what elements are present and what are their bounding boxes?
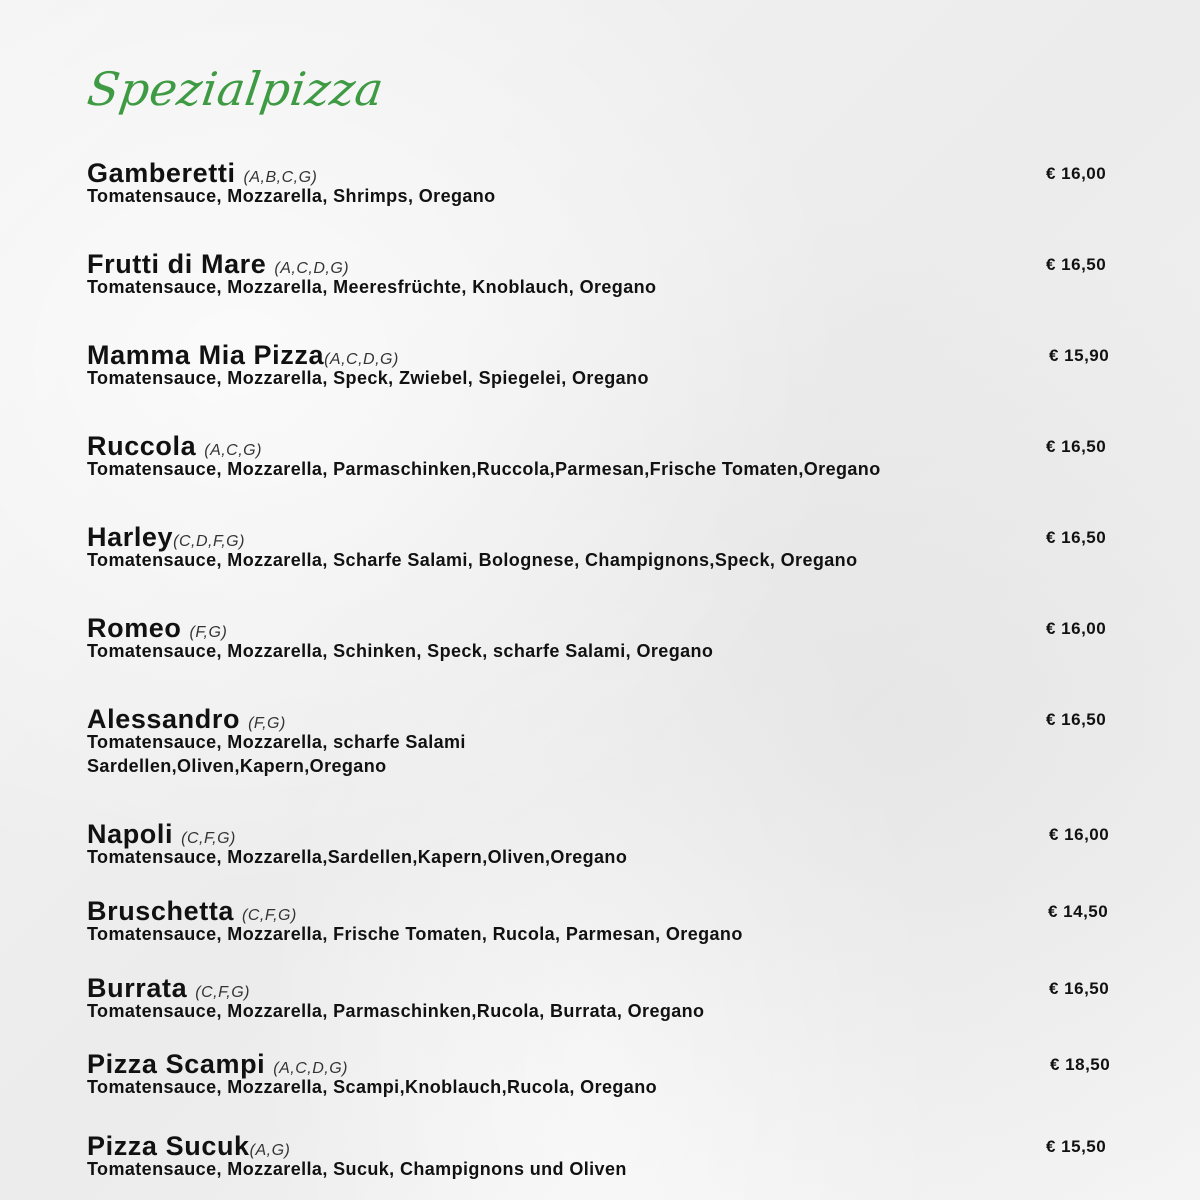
menu-item-allergens: (A,C,D,G) (274, 260, 350, 277)
menu-item-name: Napoli (87, 819, 174, 849)
menu-item-price: € 16,00 (1046, 164, 1107, 183)
menu-item-description: Tomatensauce, Mozzarella, scharfe Salami (87, 732, 466, 752)
menu-item-name: Burrata (87, 973, 188, 1003)
menu-item-pizza-sucuk (87, 1131, 1127, 1181)
menu-item-header (87, 896, 1127, 926)
menu-item-allergens: (A,B,C,G) (243, 169, 318, 186)
menu-item-header (87, 613, 1127, 643)
menu-item-gamberetti (87, 158, 1127, 208)
menu-item-allergens: (A,C,D,G) (273, 1060, 348, 1077)
menu-item-header (87, 158, 1127, 188)
menu-item-allergens: (C,F,G) (195, 984, 250, 1001)
menu-item-pizza-scampi (87, 1049, 1127, 1099)
menu-item-napoli (87, 819, 1127, 869)
menu-item-price: € 16,50 (1046, 437, 1107, 456)
menu-item-header (87, 340, 1127, 370)
menu-item-description: Tomatensauce, Mozzarella, Speck, Zwiebel, Spiegelei, Oregano (87, 368, 649, 388)
menu-item-price: € 16,00 (1046, 619, 1107, 638)
menu-item-burrata (87, 973, 1127, 1023)
menu-item-description: Tomatensauce, Mozzarella, Sucuk, Champignons und Oliven (87, 1159, 627, 1179)
menu-item-description: Tomatensauce, Mozzarella, Meeresfrüchte, Knoblauch, Oregano (87, 277, 657, 297)
menu-item-price: € 16,50 (1046, 710, 1107, 729)
menu-item-header (87, 819, 1127, 849)
menu-item-romeo (87, 613, 1127, 663)
menu-item-name: Romeo (87, 613, 182, 643)
menu-item-name: Ruccola (87, 431, 197, 461)
menu-item-name: Gamberetti (87, 158, 236, 188)
menu-item-bruschetta (87, 896, 1127, 946)
menu-item-name: Pizza Sucuk (87, 1131, 250, 1161)
menu-item-header (87, 431, 1127, 461)
menu-item-name: Pizza Scampi (87, 1049, 266, 1079)
menu-item-price: € 18,50 (1050, 1055, 1111, 1074)
menu-item-description: Tomatensauce, Mozzarella, Parmaschinken,Ruccola,Parmesan,Frische Tomaten,Oregano (87, 459, 881, 479)
menu-item-alessandro (87, 704, 1127, 778)
menu-item-price: € 15,90 (1049, 346, 1110, 365)
menu-item-ruccola (87, 431, 1127, 481)
menu-item-frutti-di-mare (87, 249, 1127, 299)
menu-item-description: Tomatensauce, Mozzarella, Scharfe Salami, Bolognese, Champignons,Speck, Oregano (87, 550, 858, 570)
menu-item-price: € 16,00 (1049, 825, 1110, 844)
menu-item-allergens: (C,D,F,G) (173, 533, 245, 550)
menu-item-harley (87, 522, 1127, 572)
menu-item-allergens: (C,F,G) (242, 907, 297, 924)
menu-item-description: Tomatensauce, Mozzarella, Frische Tomaten, Rucola, Parmesan, Oregano (87, 924, 743, 944)
menu-item-description: Tomatensauce, Mozzarella,Sardellen,Kapern,Oliven,Oregano (87, 847, 628, 867)
menu-item-description: Tomatensauce, Mozzarella, Scampi,Knoblauch,Rucola, Oregano (87, 1077, 657, 1097)
menu-item-header (87, 1131, 1127, 1161)
menu-item-price: € 16,50 (1049, 979, 1110, 998)
menu-item-description: Tomatensauce, Mozzarella, Parmaschinken,Rucola, Burrata, Oregano (87, 1001, 705, 1021)
page-title: Spezialpizza (84, 62, 388, 116)
menu-item-name: Bruschetta (87, 896, 235, 926)
menu-item-allergens: (A,C,D,G) (324, 351, 399, 368)
menu-item-mamma-mia-pizza (87, 340, 1127, 390)
menu-item-header (87, 973, 1127, 1003)
menu-item-header (87, 249, 1127, 279)
menu-item-allergens: (C,F,G) (181, 830, 236, 847)
menu-item-price: € 16,50 (1046, 528, 1107, 547)
menu-item-price: € 14,50 (1048, 902, 1109, 921)
menu-item-description-line-2: Sardellen,Oliven,Kapern,Oregano (87, 756, 387, 776)
menu-item-header (87, 704, 1127, 734)
menu-item-header (87, 522, 1127, 552)
menu-item-name: Harley (87, 522, 174, 552)
menu-item-description: Tomatensauce, Mozzarella, Shrimps, Oregano (87, 186, 496, 206)
menu-item-header (87, 1049, 1127, 1079)
menu-item-price: € 16,50 (1046, 255, 1107, 274)
menu-item-name: Frutti di Mare (87, 249, 267, 279)
menu-item-description: Tomatensauce, Mozzarella, Schinken, Speck, scharfe Salami, Oregano (87, 641, 714, 661)
menu-item-allergens: (A,G) (249, 1142, 291, 1159)
menu-item-name: Alessandro (87, 704, 241, 734)
menu-item-allergens: (A,C,G) (204, 442, 262, 459)
menu-item-name: Mamma Mia Pizza (87, 340, 325, 370)
menu-item-allergens: (F,G) (248, 715, 286, 732)
menu-item-price: € 15,50 (1046, 1137, 1107, 1156)
menu-item-allergens: (F,G) (189, 624, 228, 641)
